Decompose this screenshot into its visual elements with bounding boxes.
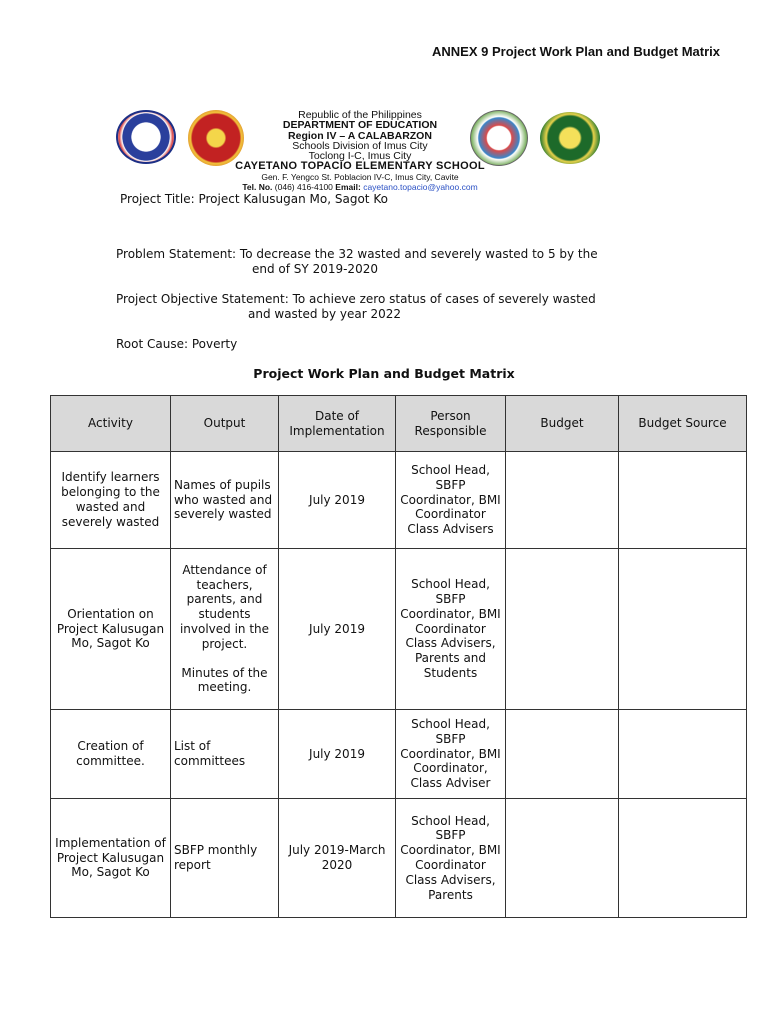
cell-activity: Orientation on Project Kalusugan Mo, Sagot Ko xyxy=(51,549,171,710)
cell-budget xyxy=(506,452,619,549)
objective-statement-field xyxy=(116,292,596,322)
cell-person: School Head, SBFP Coordinator, BMI Coordinator, Class Adviser xyxy=(396,710,506,799)
cell-activity: Implementation of Project Kalusugan Mo, Sagot Ko xyxy=(51,799,171,918)
project-title-value: Project Kalusugan Mo, Sagot Ko xyxy=(198,192,388,206)
objective-statement-line1: To achieve zero status of cases of severely wasted xyxy=(292,292,596,306)
cell-output: SBFP monthly report xyxy=(171,799,279,918)
cell-output: Names of pupils who wasted and severely wasted xyxy=(171,452,279,549)
problem-statement-line1: To decrease the 32 wasted and severely wasted to 5 by the xyxy=(239,247,598,261)
table-row xyxy=(51,710,747,799)
school-name: CAYETANO TOPACIO ELEMENTARY SCHOOL xyxy=(235,160,485,173)
cell-output xyxy=(171,549,279,710)
cell-source xyxy=(619,549,747,710)
root-cause-value: Poverty xyxy=(191,337,238,351)
cell-person: School Head, SBFP Coordinator, BMI Coordinator Class Advisers, Parents and Students xyxy=(396,549,506,710)
header-activity: Activity xyxy=(51,396,171,452)
cell-source xyxy=(619,710,747,799)
imus-city-seal-logo xyxy=(470,110,528,166)
cell-budget xyxy=(506,549,619,710)
cell-person: School Head, SBFP Coordinator, BMI Coordinator Class Advisers, Parents xyxy=(396,799,506,918)
header-date: Date of Implementation xyxy=(279,396,396,452)
root-cause-label: Root Cause: xyxy=(116,337,189,351)
cell-date: July 2019 xyxy=(279,452,396,549)
deped-seal-logo xyxy=(116,110,176,164)
contact-line xyxy=(190,182,530,192)
project-title-label: Project Title: xyxy=(120,192,195,206)
output-paragraph: Attendance of teachers, parents, and students involved in the project. xyxy=(179,562,270,651)
problem-statement-line2: end of SY 2019-2020 xyxy=(252,262,378,276)
cell-source xyxy=(619,799,747,918)
matrix-title: Project Work Plan and Budget Matrix xyxy=(253,366,515,381)
table-row xyxy=(51,799,747,918)
header-output: Output xyxy=(171,396,279,452)
cell-date: July 2019 xyxy=(279,710,396,799)
objective-statement-line2: and wasted by year 2022 xyxy=(248,307,401,321)
cell-date: July 2019 xyxy=(279,549,396,710)
email-value: cayetano.topacio@yahoo.com xyxy=(363,182,478,193)
header-source: Budget Source xyxy=(619,396,747,452)
letterhead-line1: Republic of the Philippines xyxy=(298,109,422,121)
problem-statement-label: Problem Statement: xyxy=(116,247,237,261)
cell-activity: Identify learners belonging to the wasted and severely wasted xyxy=(51,452,171,549)
letterhead-line5: Toclong I-C, Imus City xyxy=(308,150,412,163)
cell-date: July 2019-March 2020 xyxy=(279,799,396,918)
letterhead-line2: DEPARTMENT OF EDUCATION xyxy=(282,119,438,132)
cell-output: List of committees xyxy=(171,710,279,799)
header-budget: Budget xyxy=(506,396,619,452)
problem-statement-field xyxy=(116,247,598,277)
cell-budget xyxy=(506,799,619,918)
cell-person: School Head, SBFP Coordinator, BMI Coordinator Class Advisers xyxy=(396,452,506,549)
objective-statement-label: Project Objective Statement: xyxy=(116,292,289,306)
cell-activity: Creation of committee. xyxy=(51,710,171,799)
work-plan-table xyxy=(50,395,747,918)
cell-source xyxy=(619,452,747,549)
table-row xyxy=(51,549,747,710)
tel-value: (046) 416-4100 xyxy=(274,182,333,193)
header-person: Person Responsible xyxy=(396,396,506,452)
annex-title: ANNEX 9 Project Work Plan and Budget Matrix xyxy=(432,44,720,59)
output-paragraph: Minutes of the meeting. xyxy=(181,665,268,695)
school-address: Gen. F. Yengco St. Poblacion IV-C, Imus City, Cavite xyxy=(261,171,459,182)
table-header-row xyxy=(51,396,747,452)
cell-budget xyxy=(506,710,619,799)
tel-label: Tel. No. xyxy=(242,182,273,193)
letterhead-line3: Region IV – A CALABARZON xyxy=(288,129,432,142)
email-label: Email: xyxy=(335,182,361,193)
table-row xyxy=(51,452,747,549)
school-seal-logo xyxy=(540,112,600,164)
project-title-field xyxy=(120,192,388,207)
root-cause-field xyxy=(116,337,237,352)
letterhead-line4: Schools Division of Imus City xyxy=(292,139,428,152)
